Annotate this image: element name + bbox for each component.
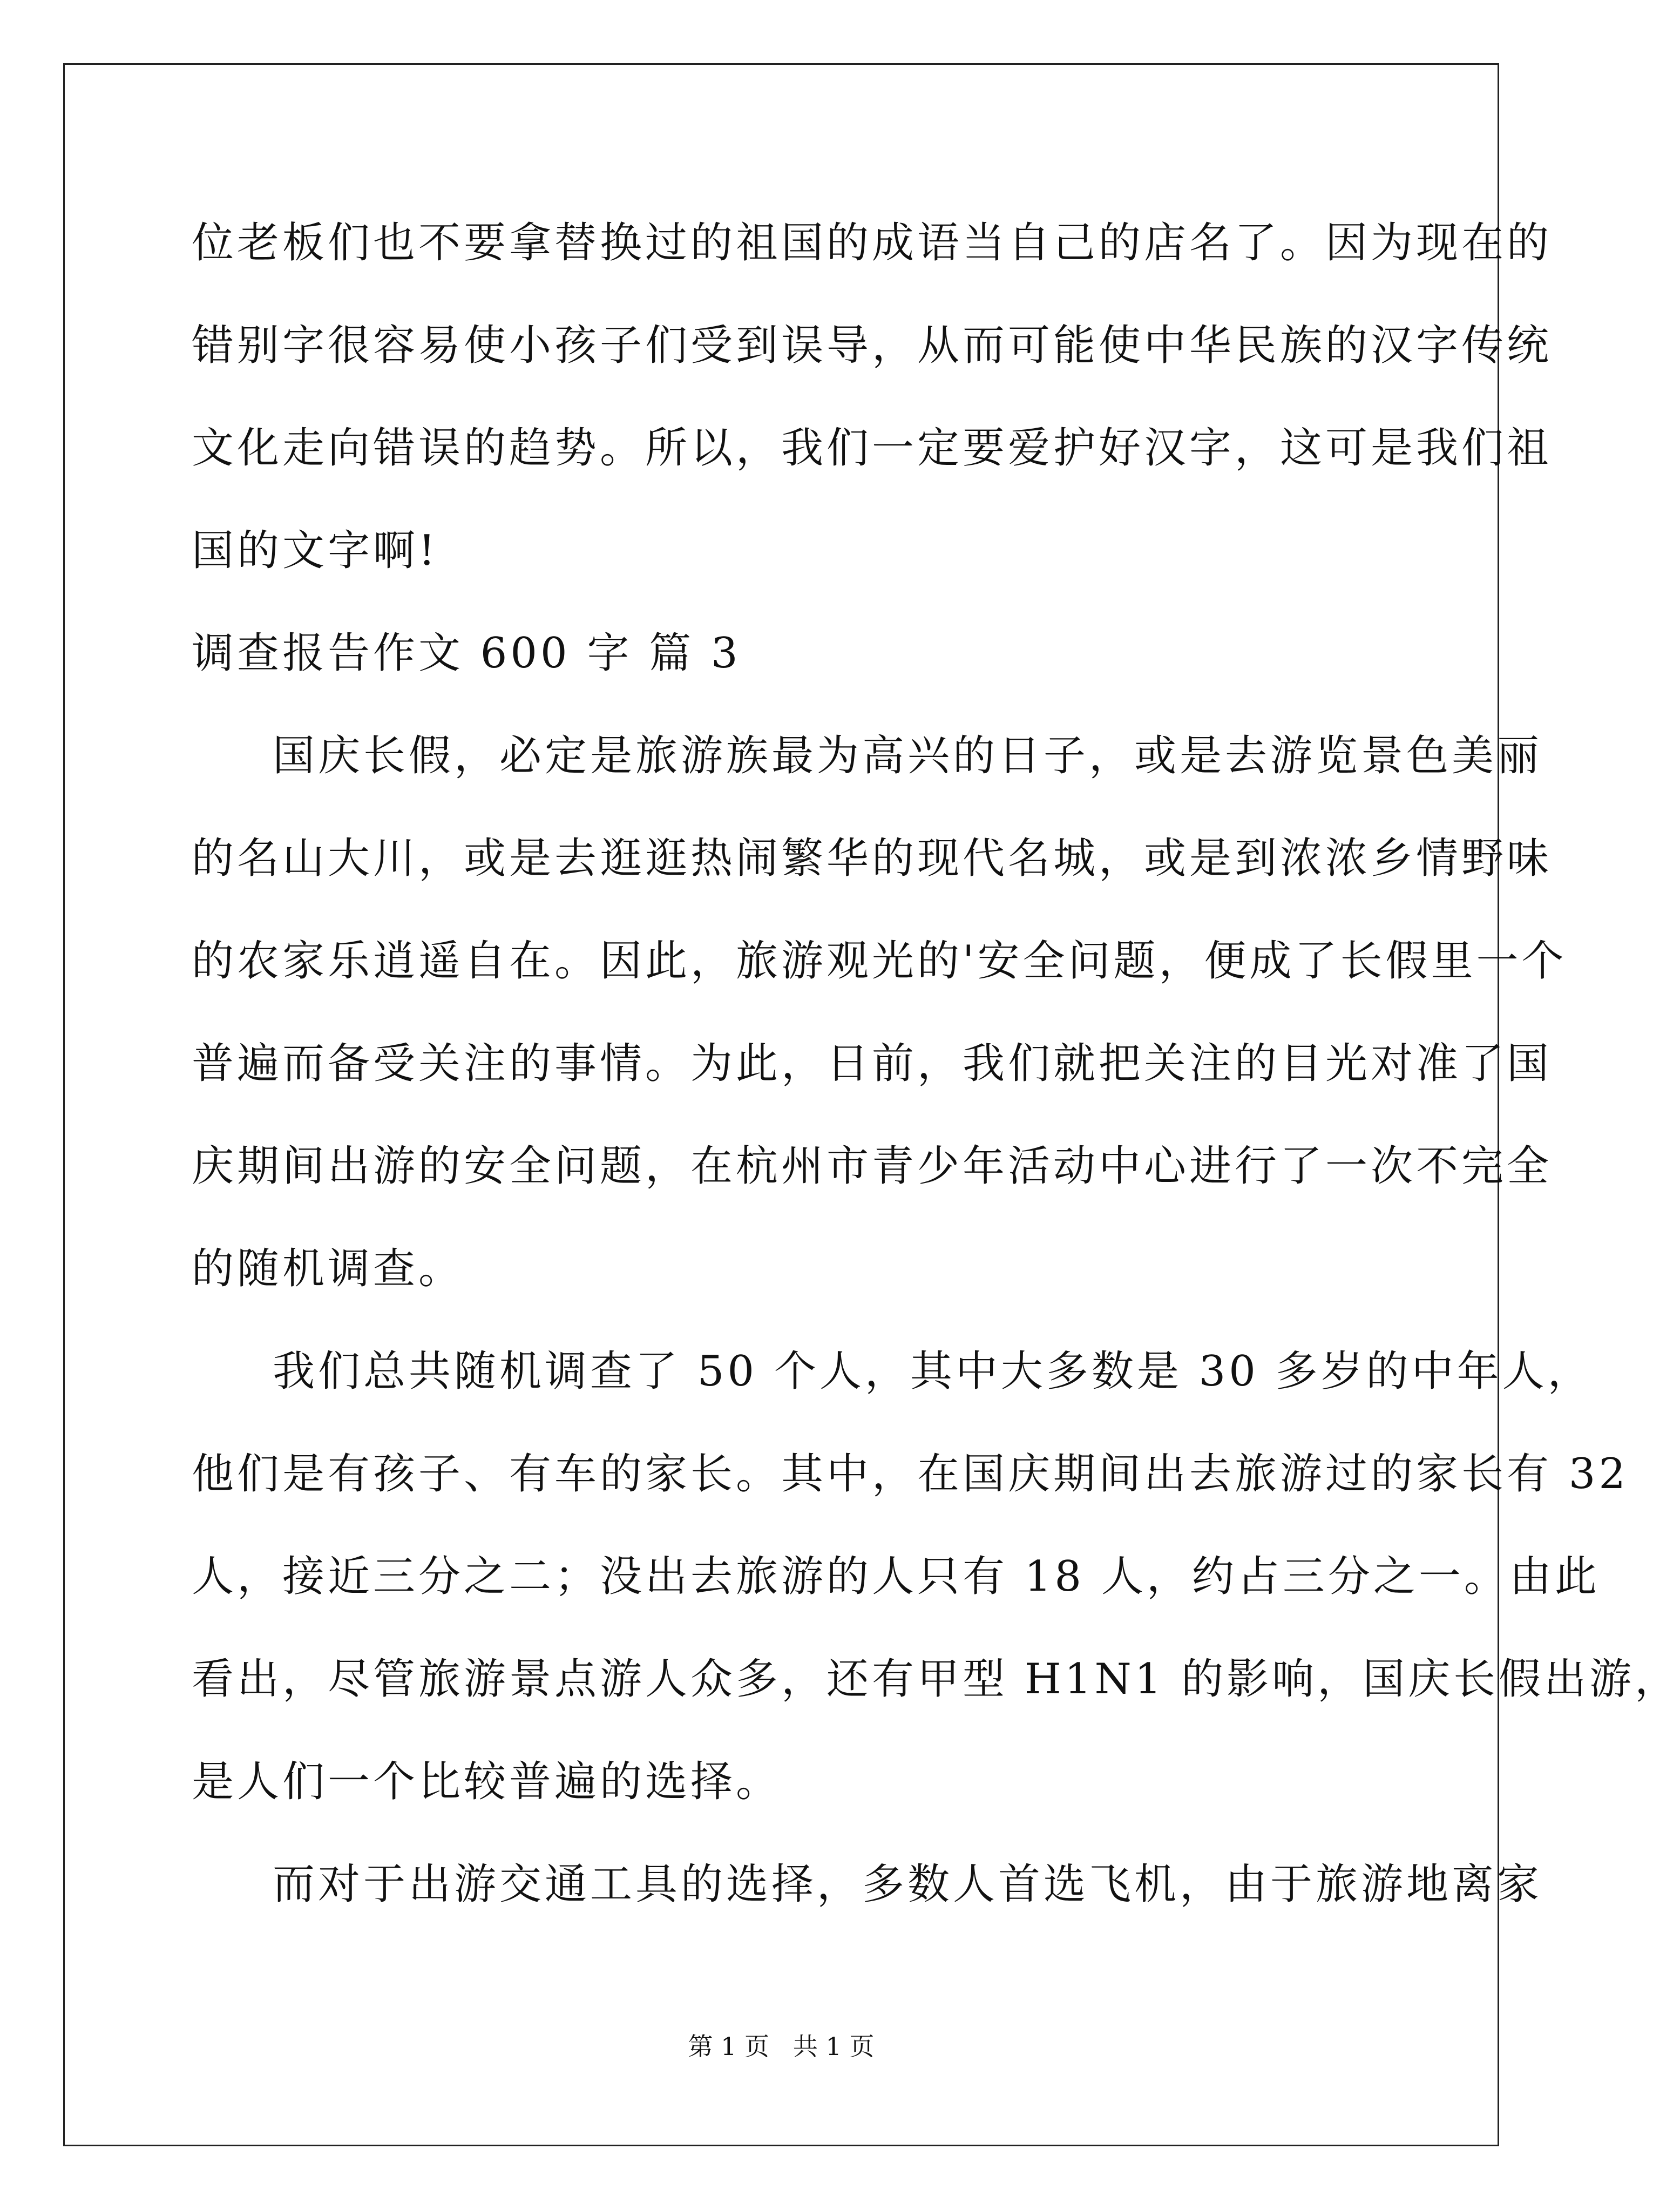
paragraph-first-line: 我们总共随机调查了 50 个人，其中大多数是 30 多岁的中年人， — [273, 1347, 1593, 1396]
text-line: 的名山大川，或是去逛逛热闹繁华的现代名城，或是到浓浓乡情野味 — [192, 834, 1553, 883]
text-line: 他们是有孩子、有车的家长。其中，在国庆期间出去旅游过的家长有 32 — [192, 1450, 1629, 1498]
text-line: 的农家乐逍遥自在。因此，旅游观光的'安全问题，便成了长假里一个 — [192, 937, 1567, 985]
text-line: 错别字很容易使小孩子们受到误导，从而可能使中华民族的汉字传统 — [192, 321, 1553, 370]
paragraph-first-line: 国庆长假，必定是旅游族最为高兴的日子，或是去游览景色美丽 — [273, 732, 1543, 780]
text-line: 普遍而备受关注的事情。为此，日前，我们就把关注的目光对准了国 — [192, 1039, 1553, 1088]
text-line: 位老板们也不要拿替换过的祖国的成语当自己的店名了。因为现在的 — [192, 219, 1553, 267]
document-body — [192, 192, 1680, 1936]
paragraph-first-line: 而对于出游交通工具的选择，多数人首选飞机，由于旅游地离家 — [273, 1860, 1543, 1909]
text-line: 文化走向错误的趋势。所以，我们一定要爱护好汉字，这可是我们祖 — [192, 424, 1553, 472]
text-line: 人，接近三分之二；没出去旅游的人只有 18 人，约占三分之一。由此 — [192, 1552, 1600, 1601]
section-heading: 调查报告作文 600 字 篇 3 — [192, 629, 741, 678]
text-line: 庆期间出游的安全问题，在杭州市青少年活动中心进行了一次不完全 — [192, 1142, 1553, 1191]
text-line: 国的文字啊! — [192, 526, 439, 575]
text-line: 看出，尽管旅游景点游人众多，还有甲型 H1N1 的影响，国庆长假出游， — [192, 1655, 1680, 1704]
page-number-footer: 第 1 页 共 1 页 — [688, 2032, 875, 2061]
text-line: 的随机调查。 — [192, 1245, 464, 1293]
text-line: 是人们一个比较普遍的选择。 — [192, 1758, 782, 1806]
